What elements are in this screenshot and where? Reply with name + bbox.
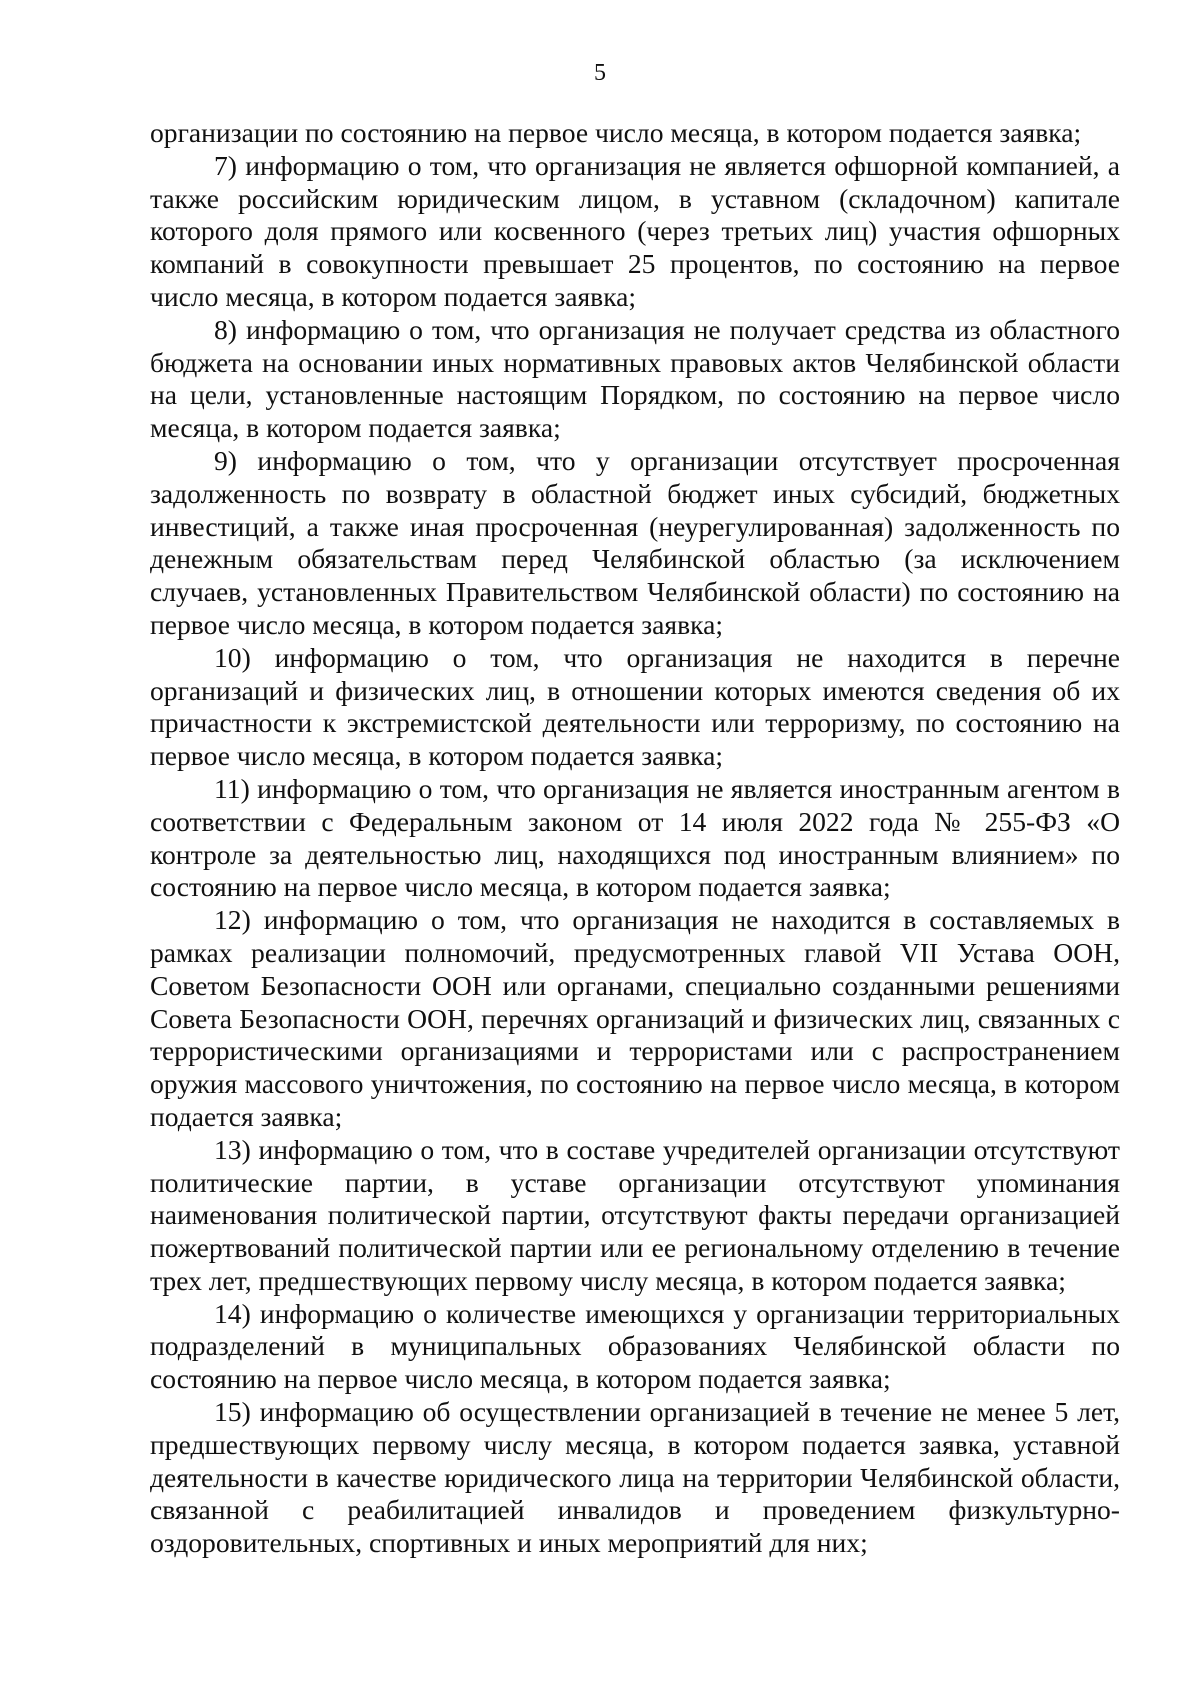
paragraph-item-7: 7) информацию о том, что организация не является офшорной компанией, а также российским юридическим лицом, в уставном (складочном) капитале которого доля прямого или косвенного (через третьих лиц) участия офшорных компаний в совокупности превышает 25 процентов, по состоянию на первое число месяца, в котором подается заявка; — [150, 149, 1120, 312]
paragraph-item-15: 15) информацию об осуществлении организацией в течение не менее 5 лет, предшествующих первому числу месяца, в котором подается заявка, уставной деятельности в качестве юридического лица на территории Челябинской области, связанной с реабилитацией инвалидов и проведением физкультурно-оздоровительных, спортивных и иных мероприятий для них; — [150, 1396, 1120, 1559]
paragraph-continuation: организации по состоянию на первое число месяца, в котором подается заявка; — [150, 117, 1082, 148]
paragraph-item-8: 8) информацию о том, что организация не получает средства из областного бюджета на основании иных нормативных правовых актов Челябинской области на цели, установленные настоящим Порядком, по состоянию на первое число месяца, в котором подается заявка; — [150, 313, 1120, 444]
document-body — [150, 117, 1120, 1560]
paragraph-item-9: 9) информацию о том, что у организации отсутствует просроченная задолженность по возврату в областной бюджет иных субсидий, бюджетных инвестиций, а также иная просроченная (неурегулированная) задолженность по денежным обязательствам перед Челябинской областью (за исключением случаев, установленных Правительством Челябинской области) по состоянию на первое число месяца, в котором подается заявка; — [150, 444, 1120, 640]
page-number: 5 — [594, 60, 606, 86]
paragraph-item-10: 10) информацию о том, что организация не находится в перечне организаций и физических лиц, в отношении которых имеются сведения об их причастности к экстремистской деятельности или терроризму, по состоянию на первое число месяца, в котором подается заявка; — [150, 641, 1120, 772]
paragraph-item-11: 11) информацию о том, что организация не является иностранным агентом в соответствии с Федеральным законом от 14 июля 2022 года № 255-ФЗ «О контроле за деятельностью лиц, находящихся под иностранным влиянием» по состоянию на первое число месяца, в котором подается заявка; — [150, 772, 1120, 903]
paragraph-item-13: 13) информацию о том, что в составе учредителей организации отсутствуют политические партии, в уставе организации отсутствуют упоминания наименования политической партии, отсутствуют факты передачи организацией пожертвований политической партии или ее региональному отделению в течение трех лет, предшествующих первому числу месяца, в котором подается заявка; — [150, 1133, 1120, 1296]
paragraph-item-12: 12) информацию о том, что организация не находится в составляемых в рамках реализации полномочий, предусмотренных главой VII Устава ООН, Советом Безопасности ООН или органами, специально созданными решениями Совета Безопасности ООН, перечнях организаций и физических лиц, связанных с террористическими организациями и террористами или с распространением оружия массового уничтожения, по состоянию на первое число месяца, в котором подается заявка; — [150, 904, 1120, 1132]
paragraph-item-14: 14) информацию о количестве имеющихся у организации территориальных подразделений в муниципальных образованиях Челябинской области по состоянию на первое число месяца, в котором подается заявка; — [150, 1297, 1120, 1395]
